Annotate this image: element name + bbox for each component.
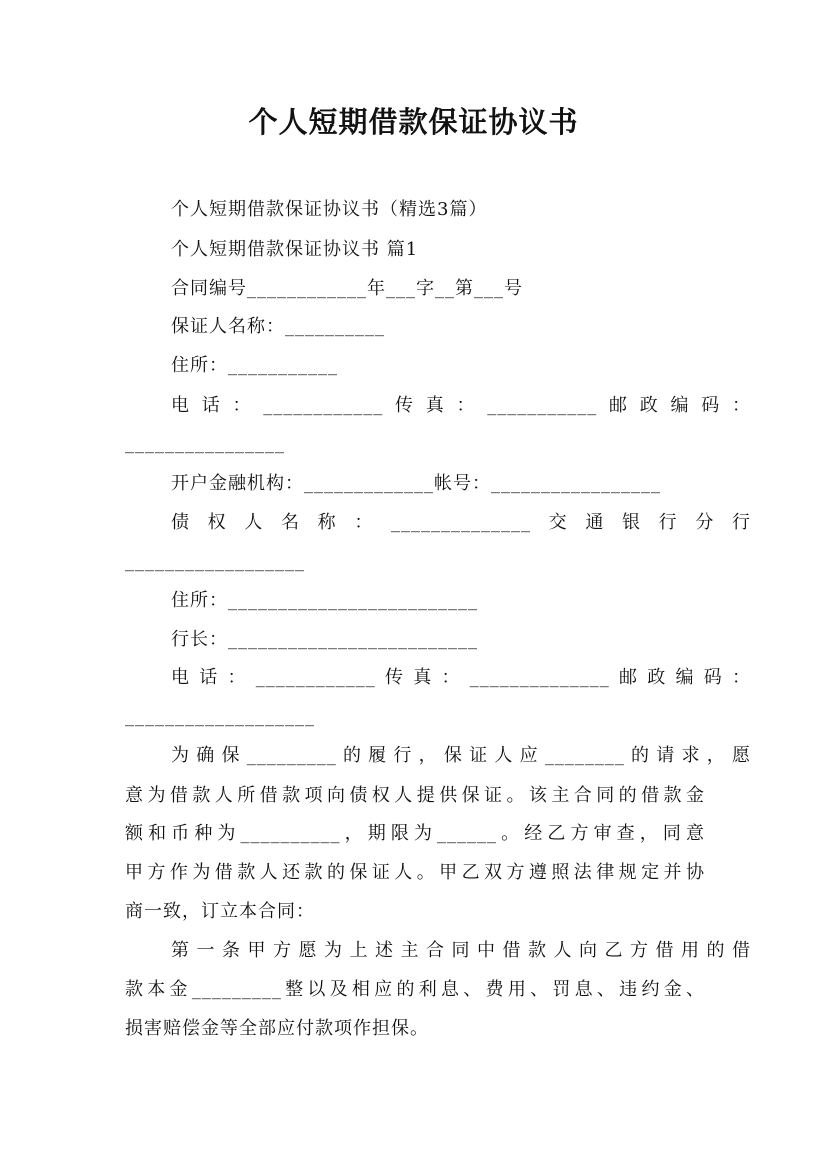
paragraph-line: 为确保_________的履行，保证人应________的请求，愿 [171, 745, 751, 766]
text-line: 电话：____________传真：______________邮政编码： [171, 667, 751, 688]
paragraph-line: 损害赔偿金等全部应付款项作担保。 [125, 1018, 429, 1039]
paragraph-line: 意为借款人所借款项向债权人提供保证。该主合同的借款金 [125, 785, 705, 806]
text-line: 保证人名称：__________ [171, 316, 385, 337]
text-line: ________________ [125, 433, 285, 454]
paragraph-line: 额和币种为__________，期限为______。经乙方审查，同意 [125, 823, 705, 844]
text-line: 住所：_________________________ [171, 590, 478, 611]
paragraph-line: 商一致，订立本合同： [125, 901, 315, 922]
text-line: 个人短期借款保证协议书 篇1 [171, 239, 419, 260]
paragraph-line: 第一条甲方愿为上述主合同中借款人向乙方借用的借 [171, 940, 751, 961]
text-line: 开户金融机构：_____________帐号：_________________ [171, 473, 661, 494]
paragraph-line: 甲方作为借款人还款的保证人。甲乙双方遵照法律规定并协 [125, 862, 705, 883]
text-line: 电话：____________传真：___________邮政编码： [171, 395, 751, 416]
text-line: 个人短期借款保证协议书（精选3篇） [171, 199, 488, 220]
text-line: __________________ [125, 551, 305, 572]
text-line: 债权人名称：______________交通银行分行 [171, 512, 751, 533]
text-line: ___________________ [125, 706, 315, 727]
paragraph-line: 款本金_________整以及相应的利息、费用、罚息、违约金、 [125, 979, 705, 1000]
text-line: 住所：___________ [171, 355, 338, 376]
text-line: 行长：_________________________ [171, 629, 478, 650]
document-title: 个人短期借款保证协议书 [248, 105, 579, 139]
text-line: 合同编号____________年___字__第___号 [171, 278, 523, 299]
